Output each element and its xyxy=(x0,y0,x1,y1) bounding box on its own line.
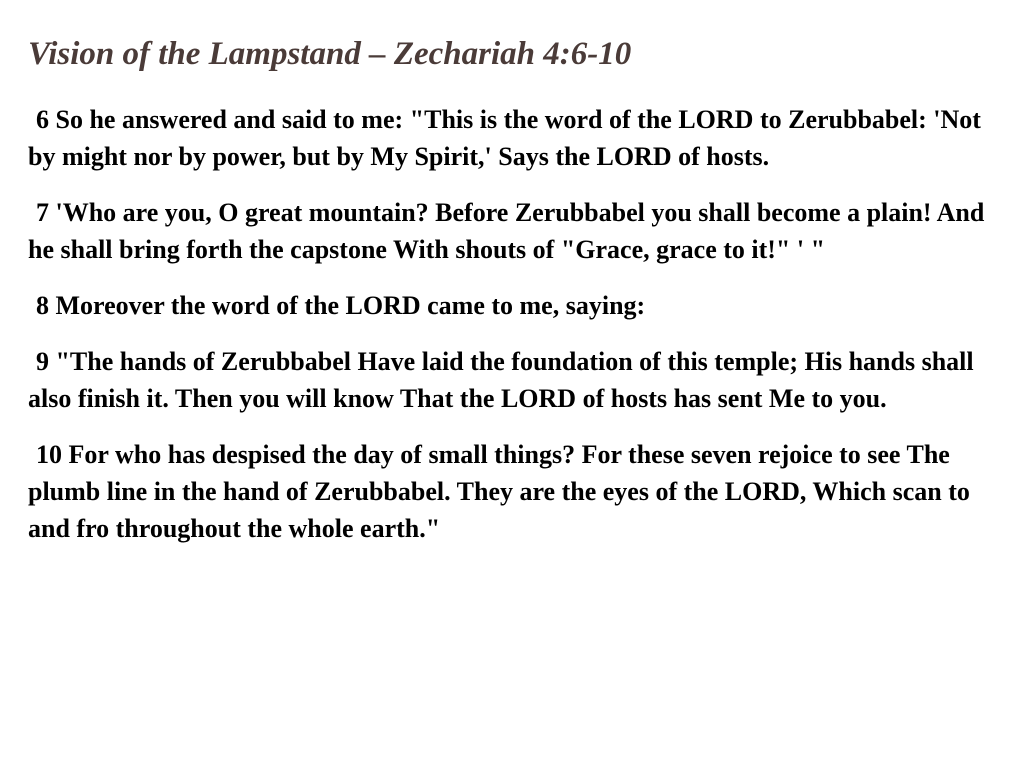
verse-number: 10 xyxy=(36,440,62,469)
verse-text: 'Who are you, O great mountain? Before Zerubbabel you shall become a plain! And he shall bring forth the capstone With shouts of "Grace, grace to it!" ' " xyxy=(28,198,985,264)
verse-list xyxy=(28,101,988,566)
verse-number: 6 xyxy=(36,105,49,134)
verse-number: 7 xyxy=(36,198,49,227)
verse-text: "The hands of Zerubbabel Have laid the foundation of this temple; His hands shall also finish it. Then you will know That the LORD of hosts has sent Me to you. xyxy=(28,347,974,413)
verse-number: 8 xyxy=(36,291,49,320)
verse-10 xyxy=(28,436,988,547)
slide-title: Vision of the Lampstand – Zechariah 4:6-10 xyxy=(28,36,632,72)
verse-7 xyxy=(28,194,988,268)
verse-number: 9 xyxy=(36,347,49,376)
verse-8 xyxy=(28,287,988,324)
verse-9 xyxy=(28,343,988,417)
verse-text: So he answered and said to me: "This is the word of the LORD to Zerubbabel: 'Not by might nor by power, but by My Spirit,' Says the LORD of hosts. xyxy=(28,105,981,171)
verse-text: Moreover the word of the LORD came to me, saying: xyxy=(55,291,646,320)
verse-text: For who has despised the day of small things? For these seven rejoice to see The plumb line in the hand of Zerubbabel. They are the eyes of the LORD, Which scan to and fro throughout the whole earth." xyxy=(28,440,970,543)
verse-6 xyxy=(28,101,988,175)
